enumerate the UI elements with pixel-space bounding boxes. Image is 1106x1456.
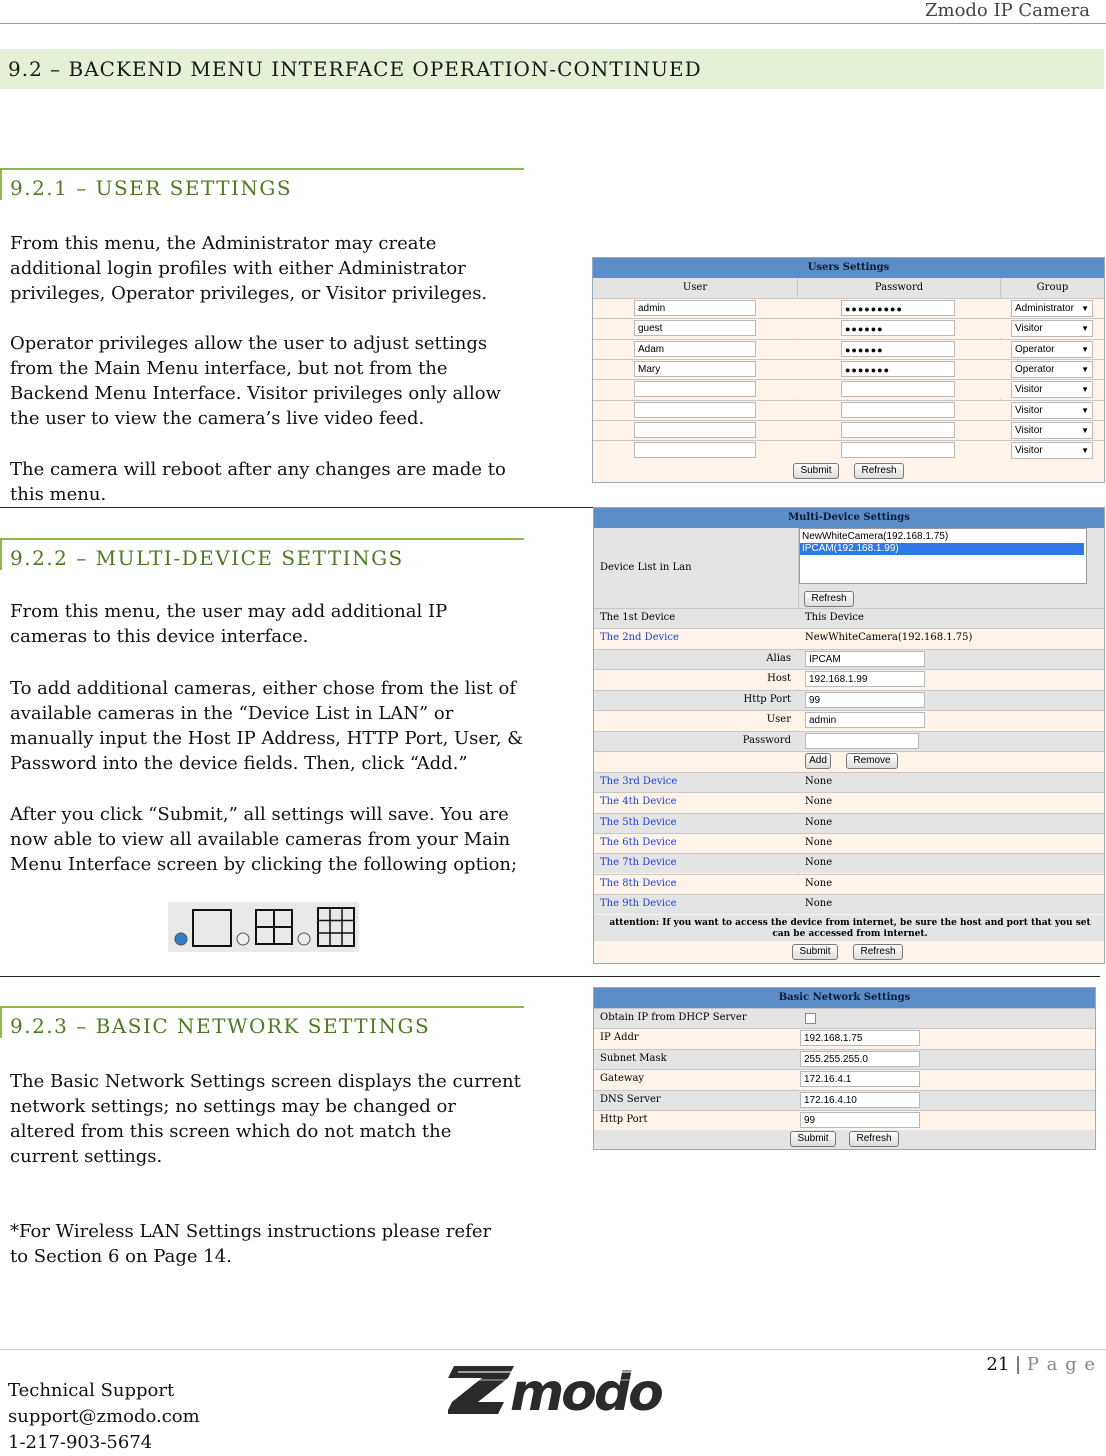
user-settings-paragraph-2: Operator privileges allow the user to adjust settings from the Main Menu interface, but not from the Backend Menu Interface. Visitor privileges only allow the user to view the camera’s live video feed. <box>10 333 501 429</box>
device-field-label: The 1st Device <box>600 612 676 623</box>
device-field-input[interactable]: IPCAM <box>805 651 925 667</box>
device-list-item-selected[interactable]: IPCAM(192.168.1.99) <box>800 543 1084 555</box>
wireless-note: *For Wireless LAN Settings instructions please refer to Section 6 on Page 14. <box>10 1221 492 1267</box>
main-section-band <box>0 49 1104 89</box>
chevron-down-icon: ▼ <box>1081 324 1089 334</box>
layout-options-icon <box>168 902 359 952</box>
chevron-down-icon: ▼ <box>1081 385 1089 395</box>
main-section-title: 9.2 – BACKEND MENU INTERFACE OPERATION-CONTINUED <box>8 57 702 81</box>
device-field-label: Alias <box>766 652 791 664</box>
logo-wordmark: modo <box>510 1363 661 1418</box>
user-group-value: Visitor <box>1015 384 1043 396</box>
user-group-select[interactable] <box>1011 402 1093 419</box>
network-field-input[interactable]: 192.168.1.75 <box>800 1030 920 1046</box>
network-field-label: Gateway <box>600 1073 645 1085</box>
device-list-refresh-button[interactable]: Refresh <box>804 591 854 607</box>
multi-device-heading-bar <box>0 538 524 570</box>
user-group-select[interactable] <box>1011 320 1093 337</box>
multi-device-heading: 9.2.2 – MULTI-DEVICE SETTINGS <box>10 546 404 570</box>
user-password-input[interactable]: ●●●●●●●●● <box>841 300 955 316</box>
network-field-input[interactable]: 99 <box>800 1112 920 1128</box>
user-name-input[interactable]: Adam <box>634 341 756 357</box>
network-field-input[interactable]: 172.16.4.1 <box>800 1071 920 1087</box>
user-group-select[interactable] <box>1011 300 1093 317</box>
user-group-select[interactable] <box>1011 442 1093 459</box>
multi-device-title: Multi-Device Settings <box>594 508 1104 528</box>
multi-device-refresh-button[interactable]: Refresh <box>853 944 903 960</box>
device-field-value: None <box>805 898 833 910</box>
device-field-input[interactable] <box>805 733 919 749</box>
basic-network-title: Basic Network Settings <box>594 988 1095 1008</box>
device-list-label: Device List in Lan <box>600 562 692 573</box>
chevron-down-icon: ▼ <box>1081 405 1089 415</box>
device-field-input[interactable]: 192.168.1.99 <box>805 671 925 687</box>
users-settings-title: Users Settings <box>593 258 1104 278</box>
footer-support-label: Technical Support <box>8 1380 175 1401</box>
column-header-user: User <box>682 282 708 293</box>
user-password-input[interactable]: ●●●●●● <box>841 341 955 357</box>
user-group-value: Visitor <box>1015 323 1043 335</box>
chevron-down-icon: ▼ <box>1081 446 1089 456</box>
network-field-input[interactable]: 172.16.4.10 <box>800 1092 920 1108</box>
header-rule <box>0 23 1106 24</box>
user-name-input[interactable] <box>634 422 756 438</box>
device-field-label[interactable]: The 4th Device <box>600 796 677 808</box>
device-field-label[interactable]: The 7th Device <box>600 857 677 869</box>
network-field-label: IP Addr <box>600 1032 639 1044</box>
user-password-input[interactable] <box>841 381 955 397</box>
chevron-down-icon: ▼ <box>1081 364 1089 374</box>
user-group-value: Visitor <box>1015 424 1043 436</box>
dhcp-checkbox[interactable] <box>805 1013 816 1024</box>
users-refresh-button[interactable]: Refresh <box>854 463 904 479</box>
page-word: P a g e <box>1026 1354 1096 1375</box>
device-field-value: None <box>805 775 833 787</box>
remove-device-button[interactable]: Remove <box>846 753 898 769</box>
device-field-label[interactable]: The 9th Device <box>600 898 677 910</box>
multi-device-paragraph-3: After you click “Submit,” all settings will save. You are now able to view all available cameras from your Main Menu Interface screen by clicking the following option; <box>10 804 518 875</box>
multi-device-submit-button[interactable]: Submit <box>792 944 838 960</box>
user-password-input[interactable]: ●●●●●● <box>841 320 955 336</box>
user-name-input[interactable]: Mary <box>634 361 756 377</box>
device-field-value: None <box>805 816 833 828</box>
device-field-value: None <box>805 836 833 848</box>
network-field-label: DNS Server <box>600 1093 661 1105</box>
footer-rule <box>0 1349 1106 1350</box>
attention-note: attention: If you want to access the device from internet, be sure the host and port that you set can be accessed from internet. <box>609 918 1091 939</box>
multi-device-paragraph-2: To add additional cameras, either chose from the list of available cameras in the “Device List in LAN” or manually input the Host IP Address, HTTP Port, User, & Password into the device fields. Then, click “Add.” <box>10 678 524 774</box>
network-field-label: Http Port <box>600 1114 648 1125</box>
basic-network-heading-bar <box>0 1006 524 1038</box>
user-group-select[interactable] <box>1011 341 1093 358</box>
page-number-block: 21 | P a g e <box>986 1354 1096 1375</box>
chevron-down-icon: ▼ <box>1081 304 1089 313</box>
users-settings-panel <box>592 257 1105 483</box>
user-name-input[interactable] <box>634 381 756 397</box>
device-field-label[interactable]: The 2nd Device <box>600 632 679 644</box>
device-field-label: Password <box>742 734 791 746</box>
footer-email: support@zmodo.com <box>8 1406 200 1427</box>
user-name-input[interactable]: admin <box>634 300 756 316</box>
device-field-input[interactable]: 99 <box>805 692 925 708</box>
user-group-select[interactable] <box>1011 361 1093 378</box>
network-field-label: Subnet Mask <box>600 1052 667 1064</box>
device-list-box[interactable] <box>799 528 1087 584</box>
user-password-input[interactable]: ●●●●●●● <box>841 361 955 377</box>
user-group-value: Administrator <box>1015 303 1074 314</box>
add-device-button[interactable]: Add <box>805 753 831 769</box>
device-field-label: Host <box>767 673 791 685</box>
device-field-value: None <box>805 857 833 869</box>
device-field-label: User <box>766 714 791 726</box>
zmodo-logo <box>448 1358 688 1418</box>
basic-network-panel <box>593 987 1096 1150</box>
user-group-select[interactable] <box>1011 381 1093 398</box>
users-submit-button[interactable]: Submit <box>793 463 839 479</box>
device-field-value: None <box>805 877 833 889</box>
basic-network-refresh-button[interactable]: Refresh <box>849 1131 899 1147</box>
device-field-value: NewWhiteCamera(192.168.1.75) <box>805 632 973 644</box>
user-group-value: Visitor <box>1015 445 1043 457</box>
device-field-input[interactable]: admin <box>805 712 925 728</box>
user-name-input[interactable]: guest <box>634 320 756 336</box>
footer-contact <box>8 1378 200 1456</box>
user-settings-heading-bar <box>0 168 524 200</box>
section-divider-2 <box>0 976 1100 977</box>
user-settings-paragraph-1: From this menu, the Administrator may create additional login profiles with either Administrator privileges, Operator privileges, or Visitor privileges. <box>10 233 488 304</box>
user-group-value: Operator <box>1015 343 1055 355</box>
chevron-down-icon: ▼ <box>1081 425 1089 435</box>
device-field-value: None <box>805 796 833 808</box>
device-list-item[interactable]: NewWhiteCamera(192.168.1.75) <box>802 531 949 542</box>
user-name-input[interactable] <box>634 402 756 418</box>
column-header-group: Group <box>1036 282 1069 293</box>
user-password-input[interactable] <box>841 442 955 458</box>
column-header-password: Password <box>874 282 924 293</box>
user-group-value: Operator <box>1015 363 1055 375</box>
basic-network-submit-button[interactable]: Submit <box>790 1131 836 1147</box>
multi-device-panel <box>593 507 1105 964</box>
user-name-input[interactable] <box>634 442 756 458</box>
layout-selector[interactable] <box>168 902 359 952</box>
page-number: 21 <box>986 1354 1010 1375</box>
device-field-label: Http Port <box>743 693 791 705</box>
basic-network-paragraph: The Basic Network Settings screen displays the current network settings; no settings may be changed or altered from this screen which do not match the current settings. <box>10 1071 521 1167</box>
document-header-title: Zmodo IP Camera <box>925 0 1090 21</box>
network-field-label: Obtain IP from DHCP Server <box>600 1012 747 1023</box>
basic-network-heading: 9.2.3 – BASIC NETWORK SETTINGS <box>10 1014 431 1038</box>
multi-device-paragraph-1: From this menu, the user may add additional IP cameras to this device interface. <box>10 601 448 647</box>
device-field-label[interactable]: The 6th Device <box>600 836 677 848</box>
device-field-label[interactable]: The 5th Device <box>600 816 677 828</box>
user-group-select[interactable] <box>1011 422 1093 439</box>
network-field-input[interactable]: 255.255.255.0 <box>800 1051 920 1067</box>
user-group-value: Visitor <box>1015 404 1043 416</box>
chevron-down-icon: ▼ <box>1081 344 1089 354</box>
user-settings-heading: 9.2.1 – USER SETTINGS <box>10 176 293 200</box>
user-password-input[interactable] <box>841 422 955 438</box>
user-password-input[interactable] <box>841 402 955 418</box>
device-field-label[interactable]: The 8th Device <box>600 877 677 889</box>
device-field-value: This Device <box>805 612 864 623</box>
device-field-label[interactable]: The 3rd Device <box>600 775 678 787</box>
user-settings-paragraph-3: The camera will reboot after any changes are made to this menu. <box>10 459 506 505</box>
footer-phone: 1-217-903-5674 <box>8 1432 153 1453</box>
